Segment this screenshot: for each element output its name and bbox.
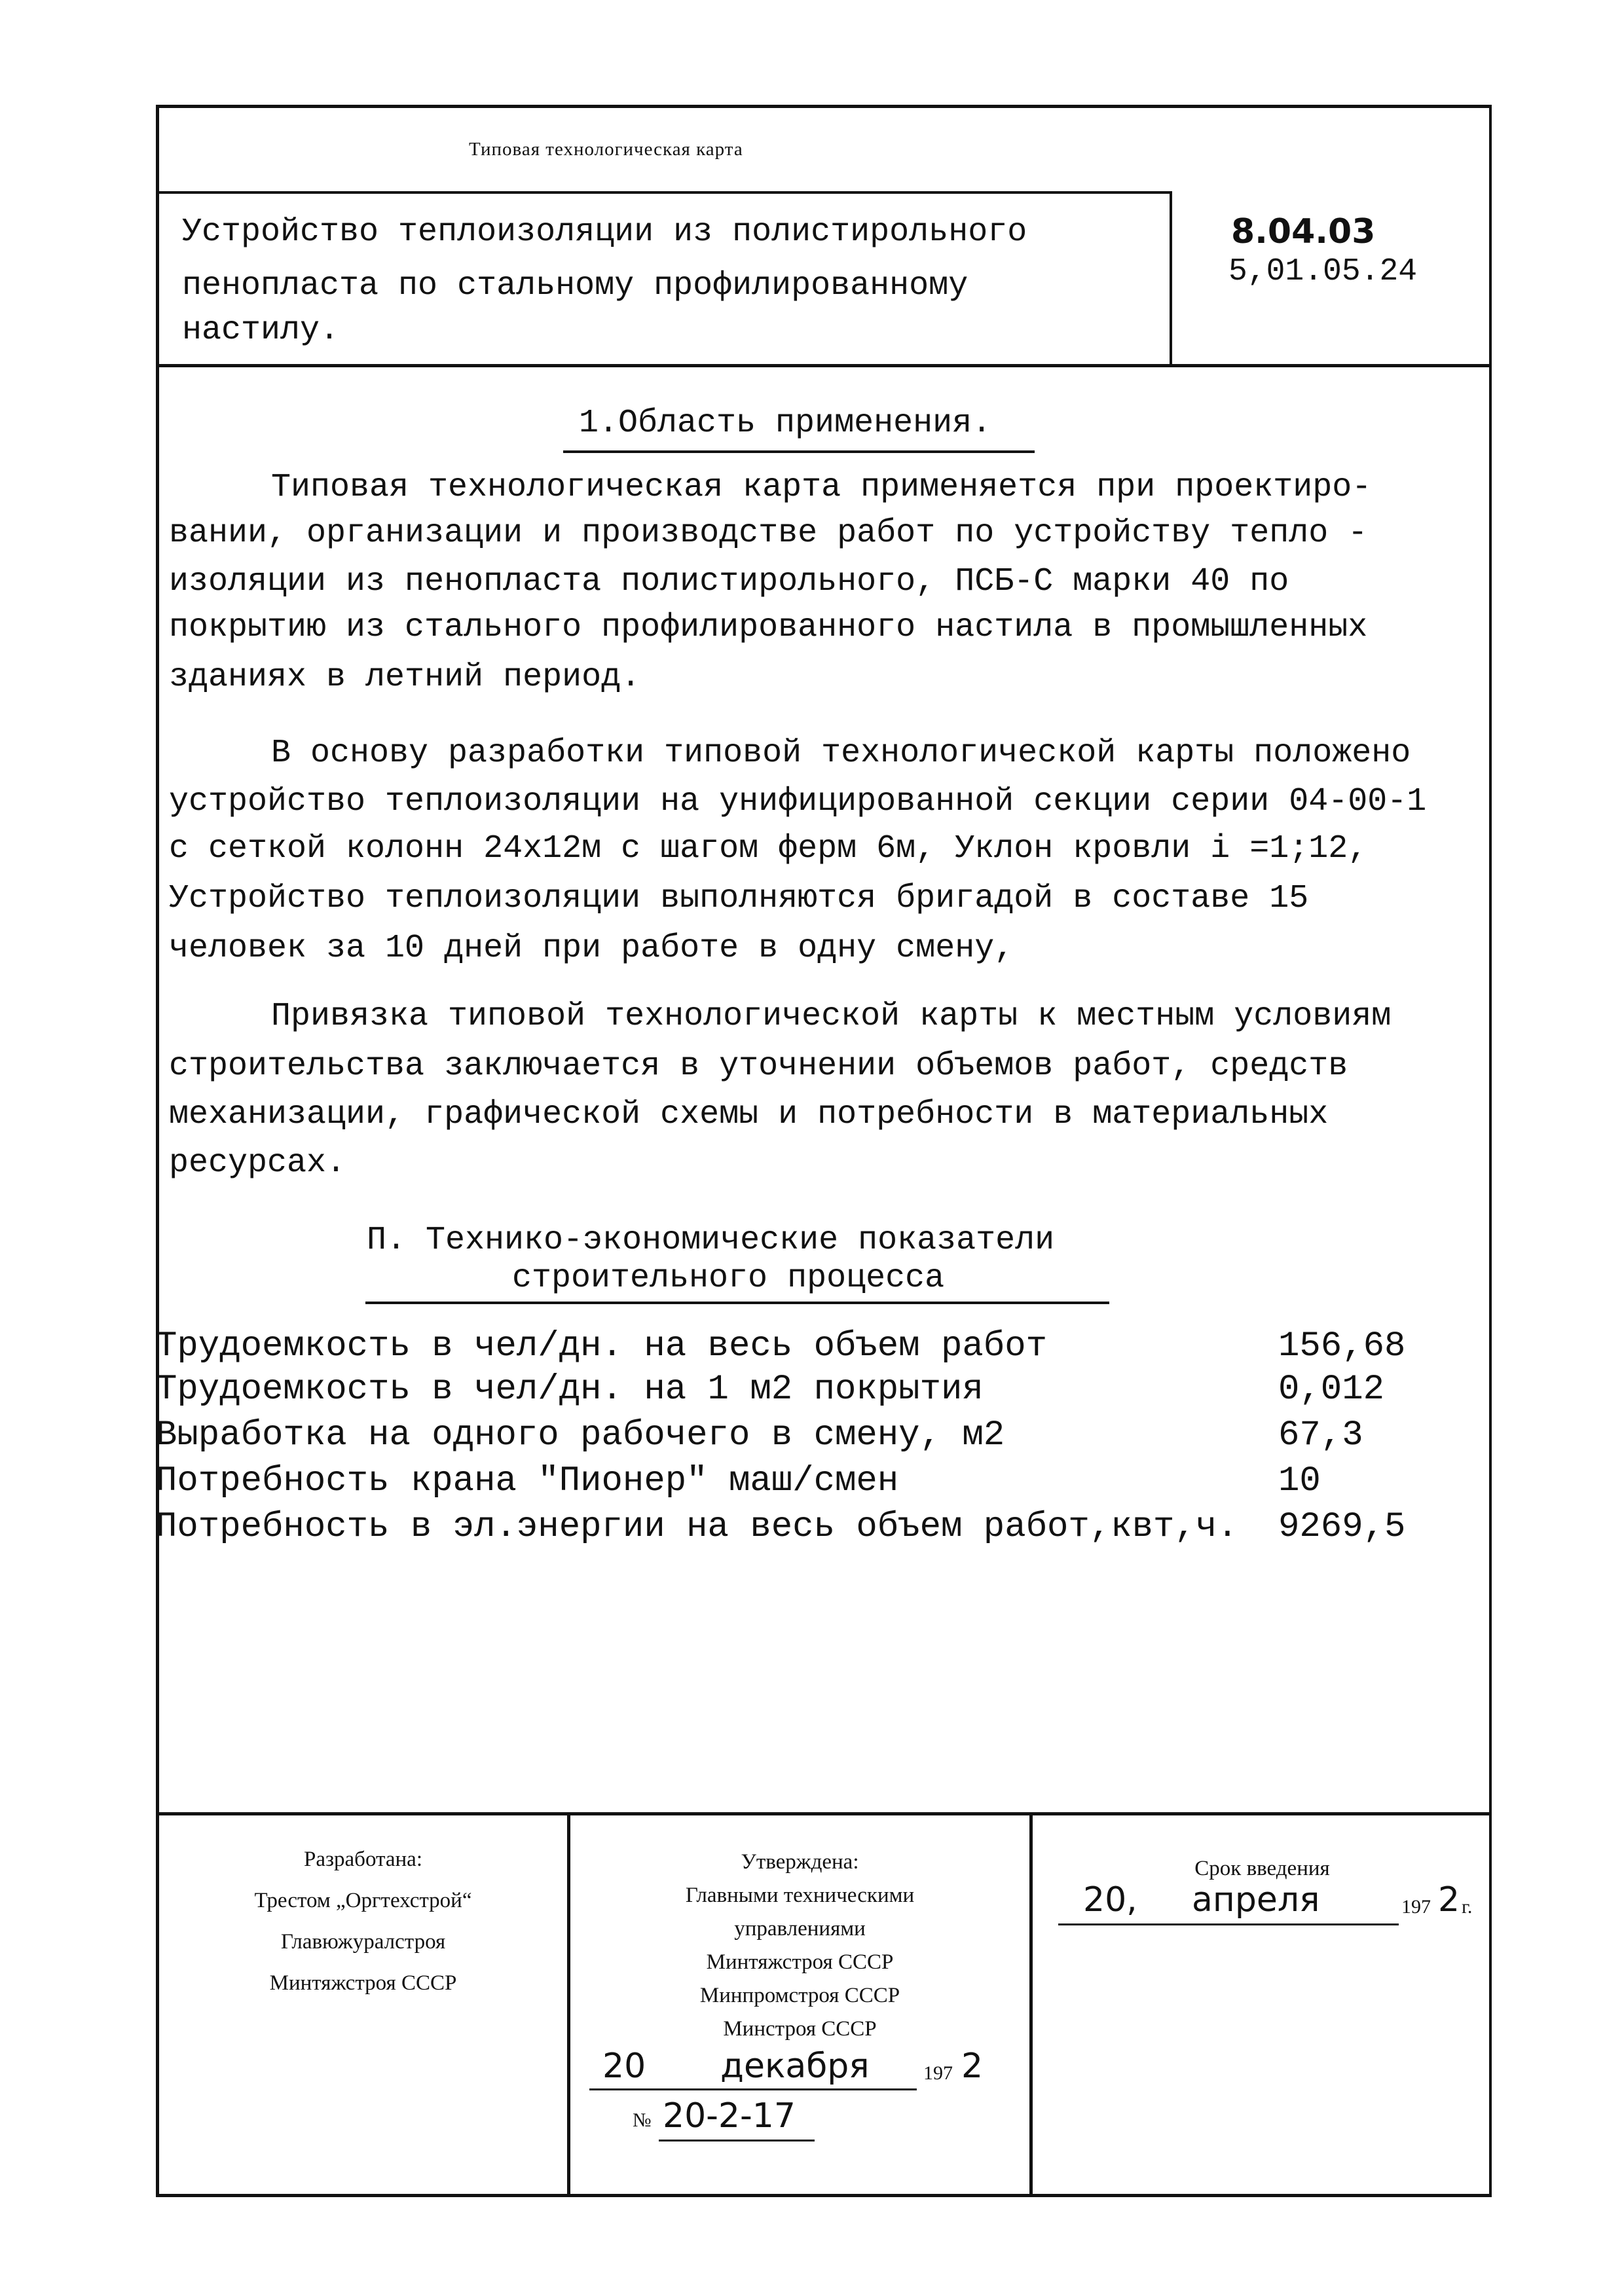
code-handwritten: 8.04.03	[1231, 212, 1376, 251]
indicator-value-4: 10	[1278, 1461, 1321, 1501]
code-column-divider	[1170, 191, 1172, 364]
document-code: 5,01.05.24	[1228, 254, 1418, 289]
section2-heading-line-1: П. Технико-экономические показатели	[367, 1222, 1055, 1259]
approved-line-2: управлениями	[734, 1917, 866, 1941]
effective-year-unit: г.	[1462, 1896, 1473, 1918]
para2-line-3: с сеткой колонн 24х12м с шагом ферм 6м, Уклон кровли i =1;12,	[169, 830, 1368, 867]
approved-date-month: декабря	[720, 2047, 870, 2086]
para1-line-2: вании, организации и производстве работ по устройству тепло -	[169, 515, 1368, 552]
header-bottom-rule	[156, 364, 1492, 367]
title-line-1: Устройство теплоизоляции из полистирольного	[182, 213, 1027, 251]
approved-year-suffix: 2	[961, 2047, 984, 2086]
para1-line-1: Типовая технологическая карта применяется при проектиро-	[271, 469, 1372, 506]
approved-number: 20-2-17	[663, 2096, 796, 2136]
effective-date-day: 20,	[1083, 1880, 1137, 1920]
title-line-3: настилу.	[182, 312, 340, 349]
developed-line-3: Минтяжстроя СССР	[269, 1971, 457, 1995]
footer-top-rule	[156, 1812, 1492, 1815]
para1-line-3: изоляции из пенопласта полистирольного, ПСБ-С марки 40 по	[169, 563, 1289, 600]
approved-year-prefix: 197	[923, 2062, 953, 2084]
approved-block	[570, 1850, 1029, 2041]
indicator-label-3: Выработка на одного рабочего в смену, м2	[156, 1415, 1005, 1455]
para2-line-5: человек за 10 дней при работе в одну смену,	[169, 930, 1014, 967]
approved-number-underline	[659, 2140, 815, 2141]
section2-heading-underline	[365, 1302, 1109, 1304]
approved-date-day: 20	[602, 2047, 646, 2086]
approved-line-5: Минстроя СССР	[723, 2017, 877, 2041]
indicator-value-1: 156,68	[1278, 1326, 1406, 1366]
effective-title: Срок введения	[1194, 1857, 1330, 1880]
indicator-value-5: 9269,5	[1278, 1507, 1406, 1547]
para2-line-4: Устройство теплоизоляции выполняются бригадой в составе 15	[169, 880, 1309, 917]
approved-title: Утверждена:	[741, 1850, 859, 1874]
para3-line-4: ресурсах.	[169, 1144, 346, 1182]
para1-line-4: покрытию из стального профилированного настила в промышленных	[169, 609, 1368, 646]
para3-line-2: строительства заключается в уточнении объемов работ, средств	[169, 1048, 1348, 1085]
effective-date-month: апреля	[1192, 1880, 1320, 1920]
developed-block	[159, 1848, 567, 1995]
developed-line-2: Главюжуралстроя	[280, 1930, 446, 1954]
approved-number-prefix: №	[633, 2109, 652, 2131]
para2-line-2: устройство теплоизоляции на унифицированной секции серии 04-00-1	[169, 783, 1427, 820]
section2-heading-line-2: строительного процесса	[512, 1260, 945, 1297]
indicator-label-5: Потребность в эл.энергии на весь объем работ,квт,ч.	[156, 1507, 1238, 1547]
developed-line-1: Трестом „Оргтехстрой“	[254, 1889, 472, 1912]
para3-line-3: механизации, графической схемы и потребности в материальных	[169, 1096, 1329, 1133]
effective-year-suffix: 2	[1438, 1880, 1460, 1920]
header-divider	[156, 191, 1170, 194]
effective-date-underline	[1058, 1923, 1399, 1925]
indicator-value-3: 67,3	[1278, 1415, 1363, 1455]
indicator-label-1: Трудоемкость в чел/дн. на весь объем работ	[156, 1326, 1048, 1366]
title-line-2: пенопласта по стальному профилированному	[182, 267, 969, 304]
approved-line-1: Главными техническими	[685, 1884, 915, 1907]
developed-title: Разработана:	[304, 1848, 422, 1871]
para1-line-5: зданиях в летний период.	[169, 659, 641, 696]
card-type-label: Типовая технологическая карта	[469, 139, 743, 160]
section1-heading-underline	[563, 450, 1035, 453]
effective-year-prefix: 197	[1401, 1896, 1431, 1918]
indicator-label-4: Потребность крана "Пионер" маш/смен	[156, 1461, 899, 1501]
para2-line-1: В основу разработки типовой технологической карты положено	[271, 735, 1411, 772]
section1-heading: 1.Область применения.	[579, 405, 992, 442]
indicator-value-2: 0,012	[1278, 1370, 1385, 1410]
approved-line-4: Минпромстроя СССР	[699, 1984, 900, 2007]
para3-line-1: Привязка типовой технологической карты к местным условиям	[271, 998, 1392, 1035]
approved-date-underline	[589, 2088, 917, 2090]
approved-line-3: Минтяжстроя СССР	[706, 1950, 894, 1974]
indicator-label-2: Трудоемкость в чел/дн. на 1 м2 покрытия	[156, 1370, 984, 1410]
